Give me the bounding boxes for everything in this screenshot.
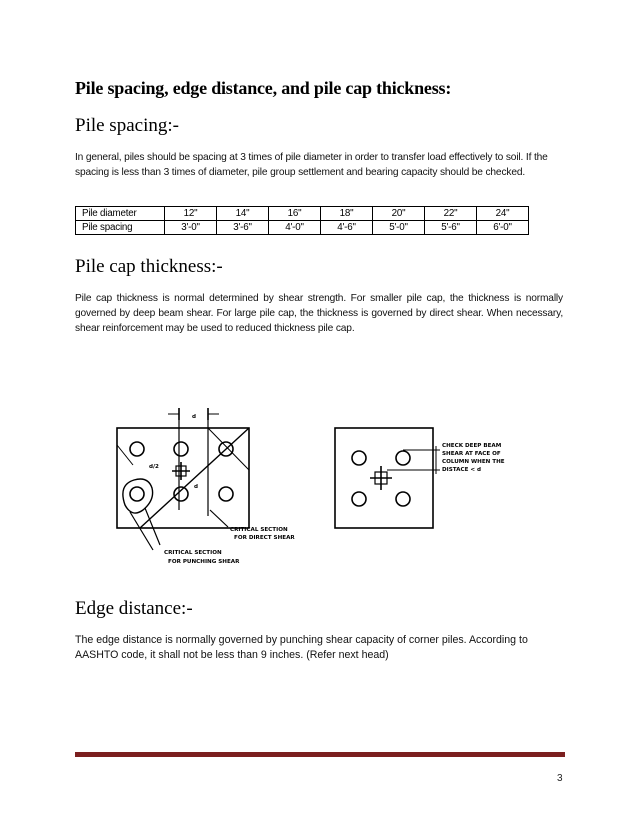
pile-circle — [130, 487, 144, 501]
table-cell: 3'-6" — [217, 221, 269, 235]
table-cell: 4'-6" — [321, 221, 373, 235]
table-row-spacing — [76, 221, 529, 235]
pile-circle — [130, 442, 144, 456]
label-deep-beam-4: DISTACE < d — [442, 467, 481, 473]
table-cell: 20" — [373, 207, 425, 221]
table-cell: 6'-0" — [477, 221, 529, 235]
table-row-header: Pile spacing — [76, 221, 165, 235]
table-cell: 18" — [321, 207, 373, 221]
table-cell: 4'-0" — [269, 221, 321, 235]
pile-cap-thickness-title: Pile cap thickness:- — [75, 256, 223, 277]
pile-circle — [352, 451, 366, 465]
edge-distance-title: Edge distance:- — [75, 598, 193, 619]
pile-circle — [396, 451, 410, 465]
dim-label-d-half: d/2 — [149, 464, 159, 470]
pile-circle — [219, 442, 233, 456]
pile-cap-thickness-paragraph: Pile cap thickness is normal determined by shear strength. For smaller pile cap, the thickness is normally governed by deep beam shear. For large pile cap, the thickness is governed by direct shear. When necessary, shear reinforcement may be used to reduced thickness pile cap. — [75, 293, 563, 334]
table-cell: 3'-0" — [165, 221, 217, 235]
pile-circle — [352, 492, 366, 506]
main-heading: Pile spacing, edge distance, and pile cap thickness: — [75, 78, 452, 98]
pile-circle — [174, 487, 188, 501]
table-row-diameter — [76, 207, 529, 221]
label-punching-shear-1: CRITICAL SECTION — [164, 550, 222, 556]
right-pile-cap-outline — [335, 428, 433, 528]
label-direct-shear-2: FOR DIRECT SHEAR — [234, 535, 295, 541]
label-deep-beam-2: SHEAR AT FACE OF — [442, 451, 501, 457]
pile-circle — [174, 442, 188, 456]
left-pile-cap-outline — [117, 428, 249, 528]
edge-distance-paragraph: The edge distance is normally governed by punching shear capacity of corner piles. According to AASHTO code, it shall not be less than 9 inches. (Refer next head) — [75, 634, 528, 661]
footer-rule — [75, 752, 565, 757]
page-number: 3 — [557, 773, 563, 784]
table-cell: 16" — [269, 207, 321, 221]
pile-spacing-paragraph: In general, piles should be spacing at 3 times of pile diameter in order to transfer load effectively to soil. If the spacing is less than 3 times of diameter, pile group settlement and bearing capacity should be checked. — [75, 152, 548, 178]
pile-circle — [396, 492, 410, 506]
table-cell: 14" — [217, 207, 269, 221]
dim-label-d: d — [192, 414, 197, 420]
label-direct-shear-1: CRITICAL SECTION — [230, 527, 288, 533]
table-cell: 5'-6" — [425, 221, 477, 235]
table-cell: 12" — [165, 207, 217, 221]
table-row-header: Pile diameter — [76, 207, 165, 221]
table-cell: 22" — [425, 207, 477, 221]
pile-spacing-title: Pile spacing:- — [75, 115, 179, 136]
label-punching-shear-2: FOR PUNCHING SHEAR — [168, 559, 240, 565]
pile-circle — [219, 487, 233, 501]
label-deep-beam-3: COLUMN WHEN THE — [442, 459, 505, 465]
dim-label-d-vertical: d — [194, 484, 199, 490]
table-cell: 24" — [477, 207, 529, 221]
label-deep-beam-1: CHECK DEEP BEAM — [442, 443, 502, 449]
table-cell: 5'-0" — [373, 221, 425, 235]
pile-spacing-table — [75, 206, 529, 235]
